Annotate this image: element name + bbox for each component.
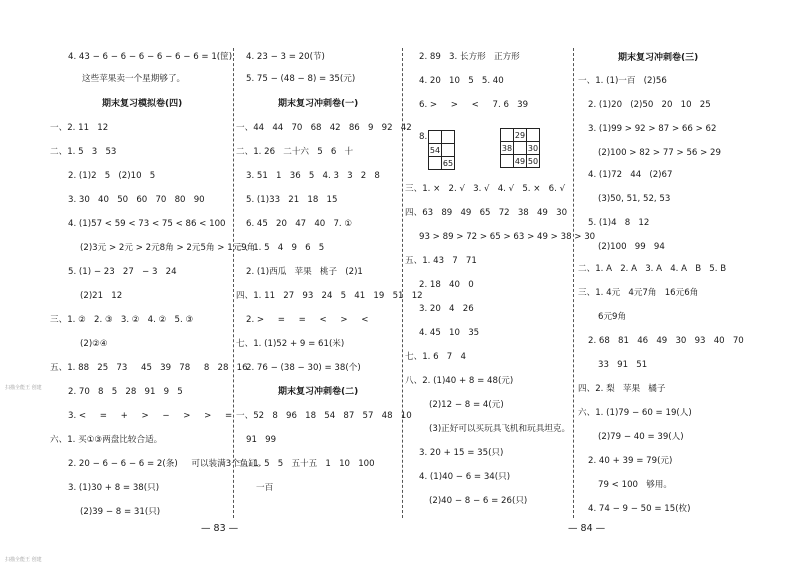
scanner-watermark: 扫描全能王 创建 — [5, 385, 42, 391]
answer-line: 6. > > < 7. 6 39 — [419, 100, 529, 110]
answer-line: 六、1. (1)79 − 60 = 19(人) — [578, 408, 692, 418]
answer-line: 二、1. 5 3 53 — [50, 147, 117, 157]
grid-cell: 29 — [514, 130, 526, 140]
column-divider — [233, 48, 234, 518]
answer-line: 3. 20 4 26 — [419, 304, 474, 314]
grid-cell — [501, 155, 514, 168]
answer-line: 2. 70 8 5 28 91 9 5 — [68, 387, 183, 397]
answer-line: 4. 74 − 9 − 50 = 15(枚) — [588, 504, 691, 514]
answer-line: (2)79 − 40 = 39(人) — [598, 432, 684, 442]
answer-line: 5. 75 − (48 − 8) = 35(元) — [246, 74, 356, 84]
answer-line: 4. (1)57 < 59 < 73 < 75 < 86 < 100 — [68, 219, 226, 229]
answer-line: 5. (1)33 21 18 15 — [246, 195, 338, 205]
answer-line: 3. 51 1 36 5 4. 3 3 2 8 — [246, 171, 380, 181]
column-divider — [573, 48, 574, 518]
answer-line: 3. (1)99 > 92 > 87 > 66 > 62 — [588, 124, 717, 134]
grid-cell — [442, 144, 455, 157]
answer-line: 三、1. × 2. √ 3. √ 4. √ 5. × 6. √ — [405, 184, 566, 194]
grid-cell — [527, 129, 540, 142]
answer-line: (3)正好可以买玩具飞机和玩具坦克。 — [429, 424, 571, 434]
answer-line: 五、1. 88 25 73 45 39 78 8 28 16 — [50, 363, 248, 373]
answer-line: 八、2. (1)40 + 8 = 48(元) — [405, 376, 514, 386]
answer-line: 4. 23 − 3 = 20(节) — [246, 52, 325, 62]
column-divider — [402, 48, 403, 518]
section-title: 期末复习冲刺卷(三) — [618, 53, 699, 63]
answer-line: 33 91 51 — [598, 360, 648, 370]
grid-cell: 65 — [442, 158, 454, 168]
answer-line: (2)100 99 94 — [598, 242, 665, 252]
answer-line: 2. 89 3. 长方形 正方形 — [419, 52, 520, 62]
answer-line: 4. (1)40 − 6 = 34(只) — [419, 472, 511, 482]
answer-line: 一、52 8 96 18 54 87 57 48 10 — [236, 411, 412, 421]
answer-line: 6元9角 — [598, 312, 627, 322]
page-number-left: — 83 — — [201, 523, 239, 534]
answer-line: 3. 20 + 15 = 35(只) — [419, 448, 504, 458]
grid-cell: 38 — [501, 143, 513, 153]
answer-line: (2)40 − 8 − 6 = 26(只) — [429, 496, 528, 506]
answer-line: 一、44 44 70 68 42 86 9 92 42 — [236, 123, 412, 133]
question-label: 8. — [419, 132, 428, 142]
answer-line: 2. (1)2 5 (2)10 5 — [68, 171, 156, 181]
answer-line: 4. 43 − 6 − 6 − 6 − 6 − 6 − 6 = 1(筐) — [68, 52, 233, 62]
grid-cell: 30 — [527, 143, 539, 153]
page-number-right: — 84 — — [568, 523, 606, 534]
answer-line: 七、1. (1)52 + 9 = 61(米) — [236, 339, 345, 349]
answer-line: 2. 68 81 46 49 30 93 40 70 — [588, 336, 744, 346]
scanner-watermark: 扫描全能王 创建 — [5, 557, 42, 563]
grid-cell: 54 — [429, 145, 441, 155]
section-title: 期末复习冲刺卷(二) — [278, 387, 359, 397]
answer-line: 二、1. 5 5 五十五 1 10 100 — [236, 459, 375, 469]
answer-line: (3)50, 51, 52, 53 — [598, 194, 671, 204]
answer-line: (2)39 − 8 = 31(只) — [80, 507, 161, 517]
answer-line: 4. (1)72 44 (2)67 — [588, 170, 673, 180]
grid-cell: 49 — [514, 156, 526, 166]
answer-line: 七、1. 6 7 4 — [405, 352, 466, 362]
answer-line: 91 99 — [246, 435, 277, 445]
answer-line: 三、1. 4元 4元7角 16元6角 — [578, 288, 699, 298]
number-grid-large — [500, 128, 540, 168]
grid-cell — [501, 129, 514, 142]
grid-cell — [442, 131, 455, 144]
answer-line: 三、1. 5 4 9 6 5 — [236, 243, 325, 253]
answer-line: 三、1. ② 2. ③ 3. ② 4. ② 5. ③ — [50, 315, 194, 325]
answer-line: 3. (1)30 + 8 = 38(只) — [68, 483, 160, 493]
grid-cell: 50 — [527, 156, 539, 166]
answer-line: 二、1. 26 二十六 5 6 十 — [236, 147, 354, 157]
answer-line: 2. (1)西瓜 苹果 桃子 (2)1 — [246, 267, 363, 277]
section-title: 期末复习模拟卷(四) — [102, 99, 183, 109]
answer-line: 2. 76 − (38 − 30) = 38(个) — [246, 363, 361, 373]
answer-line: 4. 20 10 5 5. 40 — [419, 76, 504, 86]
answer-line: 六、1. 买①③两盘比较合适。 — [50, 435, 163, 445]
answer-line: 五、1. 43 7 71 — [405, 256, 477, 266]
answer-line: 这些苹果卖一个星期够了。 — [82, 74, 186, 84]
answer-line: 一、2. 11 12 — [50, 123, 109, 133]
grid-cell — [514, 142, 527, 155]
answer-line: 一、1. (1)一百 (2)56 — [578, 76, 667, 86]
answer-line: (2)12 − 8 = 4(元) — [429, 400, 504, 410]
grid-cell — [429, 157, 442, 170]
answer-line: 3. < = + > − > > = — [68, 411, 233, 421]
section-title: 期末复习冲刺卷(一) — [278, 99, 359, 109]
answer-line: 3. 30 40 50 60 70 80 90 — [68, 195, 205, 205]
answer-line: 四、2. 梨 苹果 橘子 — [578, 384, 666, 394]
answer-line: 四、63 89 49 65 72 38 49 30 — [405, 208, 568, 218]
answer-line: 一百 — [256, 483, 274, 493]
answer-line: 5. (1)4 8 12 — [588, 218, 650, 228]
answer-line: 6. 45 20 47 40 7. ① — [246, 219, 353, 229]
answer-line: (2)②④ — [80, 339, 108, 349]
answer-line: 四、1. 11 27 93 24 5 41 19 51 12 — [236, 291, 423, 301]
answer-line: 2. 18 40 0 — [419, 280, 474, 290]
answer-line: 2. 20 − 6 − 6 − 6 = 2(条) 可以装满3个鱼缸。 — [68, 459, 266, 469]
answer-line: (2)3元 > 2元 > 2元8角 > 2元5角 > 1元9角 — [80, 243, 256, 253]
answer-line: 2. > = = < > < — [246, 315, 369, 325]
answer-line: 二、1. A 2. A 3. A 4. A B 5. B — [578, 264, 727, 274]
number-grid-small — [428, 130, 455, 170]
grid-cell — [429, 131, 442, 144]
answer-line: 93 > 89 > 72 > 65 > 63 > 49 > 38 > 30 — [419, 232, 596, 242]
answer-line: (2)21 12 — [80, 291, 123, 301]
answer-line: 2. (1)20 (2)50 20 10 25 — [588, 100, 711, 110]
answer-line: 4. 45 10 35 — [419, 328, 480, 338]
answer-line: 2. 40 + 39 = 79(元) — [588, 456, 673, 466]
answer-line: (2)100 > 82 > 77 > 56 > 29 — [598, 148, 721, 158]
answer-line: 5. (1) − 23 27 − 3 24 — [68, 267, 177, 277]
answer-line: 79 < 100 够用。 — [598, 480, 672, 490]
